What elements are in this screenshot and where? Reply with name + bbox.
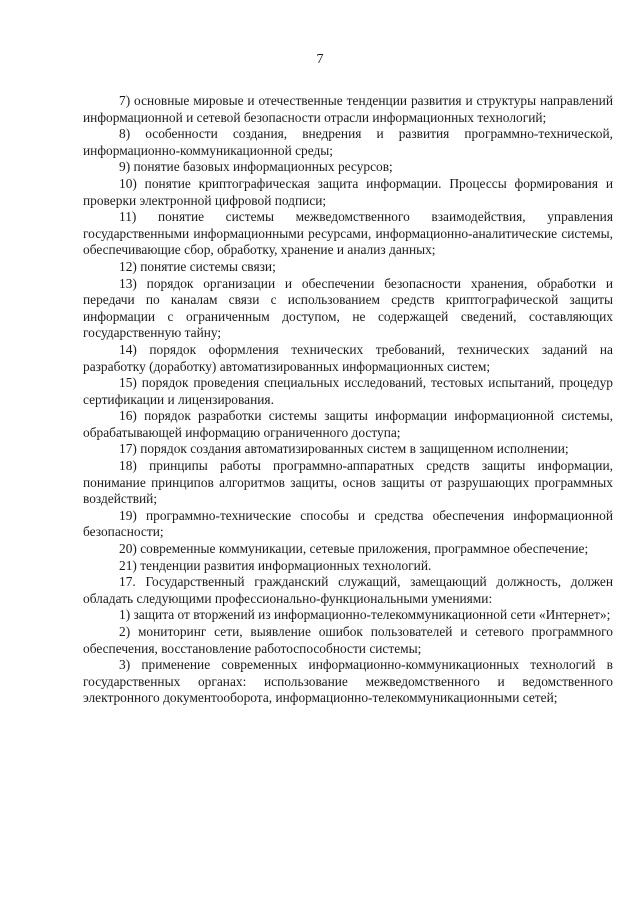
paragraph: 11) понятие системы межведомственного взаимодействия, управления государственными информационными ресурсами, информационно-аналитические системы, обеспечивающие сбор, обработку, хранение и анализ данных; (83, 209, 613, 258)
paragraph: 13) порядок организации и обеспечении безопасности хранения, обработки и передачи по каналам связи с использованием средств криптографической защиты информации с ограниченным доступом, не содержащей сведений, составляющих государственную тайну; (83, 275, 613, 341)
paragraph: 10) понятие криптографическая защита информации. Процессы формирования и проверки электронной цифровой подписи; (83, 175, 613, 208)
paragraph: 18) принципы работы программно-аппаратных средств защиты информации, понимание принципов алгоритмов защиты, основ защиты от разрушающих программных воздействий; (83, 458, 613, 507)
paragraph: 16) порядок разработки системы защиты информации информационной системы, обрабатывающей информацию ограниченного доступа; (83, 408, 613, 440)
paragraph: 9) понятие базовых информационных ресурсов; (119, 159, 393, 175)
document-body (83, 93, 613, 707)
paragraph: 3) применение современных информационно-коммуникационных технологий в государственных органах: использование межведомственного и ведомственного электронного документооборота, информационно-телекоммуникационными сетей; (83, 657, 613, 706)
paragraph: 8) особенности создания, внедрения и развития программно-технической, информационно-коммуникационной среды; (83, 126, 613, 158)
section-heading-paragraph: 17. Государственный гражданский служащий, замещающий должность, должен обладать следующими профессионально-функциональными умениями: (83, 574, 613, 606)
paragraph: 17) порядок создания автоматизированных систем в защищенном исполнении; (119, 441, 569, 457)
paragraph: 20) современные коммуникации, сетевые приложения, программное обеспечение; (119, 541, 589, 557)
paragraph: 7) основные мировые и отечественные тенденции развития и структуры направлений информационной и сетевой безопасности отрасли информационных технологий; (83, 93, 613, 125)
paragraph: 19) программно-технические способы и средства обеспечения информационной безопасности; (83, 507, 613, 540)
paragraph: 1) защита от вторжений из информационно-телекоммуникационной сети «Интернет»; (119, 607, 611, 623)
paragraph: 21) тенденции развития информационных технологий. (119, 557, 432, 573)
paragraph: 15) порядок проведения специальных исследований, тестовых испытаний, процедур сертификации и лицензирования. (83, 375, 613, 407)
paragraph: 14) порядок оформления технических требований, технических заданий на разработку (доработку) автоматизированных информационных систем; (83, 341, 613, 374)
paragraph: 12) понятие системы связи; (119, 258, 276, 274)
page-number: 7 (316, 52, 324, 67)
paragraph: 2) мониторинг сети, выявление ошибок пользователей и сетевого программного обеспечения, восстановление работоспособности системы; (83, 624, 613, 656)
